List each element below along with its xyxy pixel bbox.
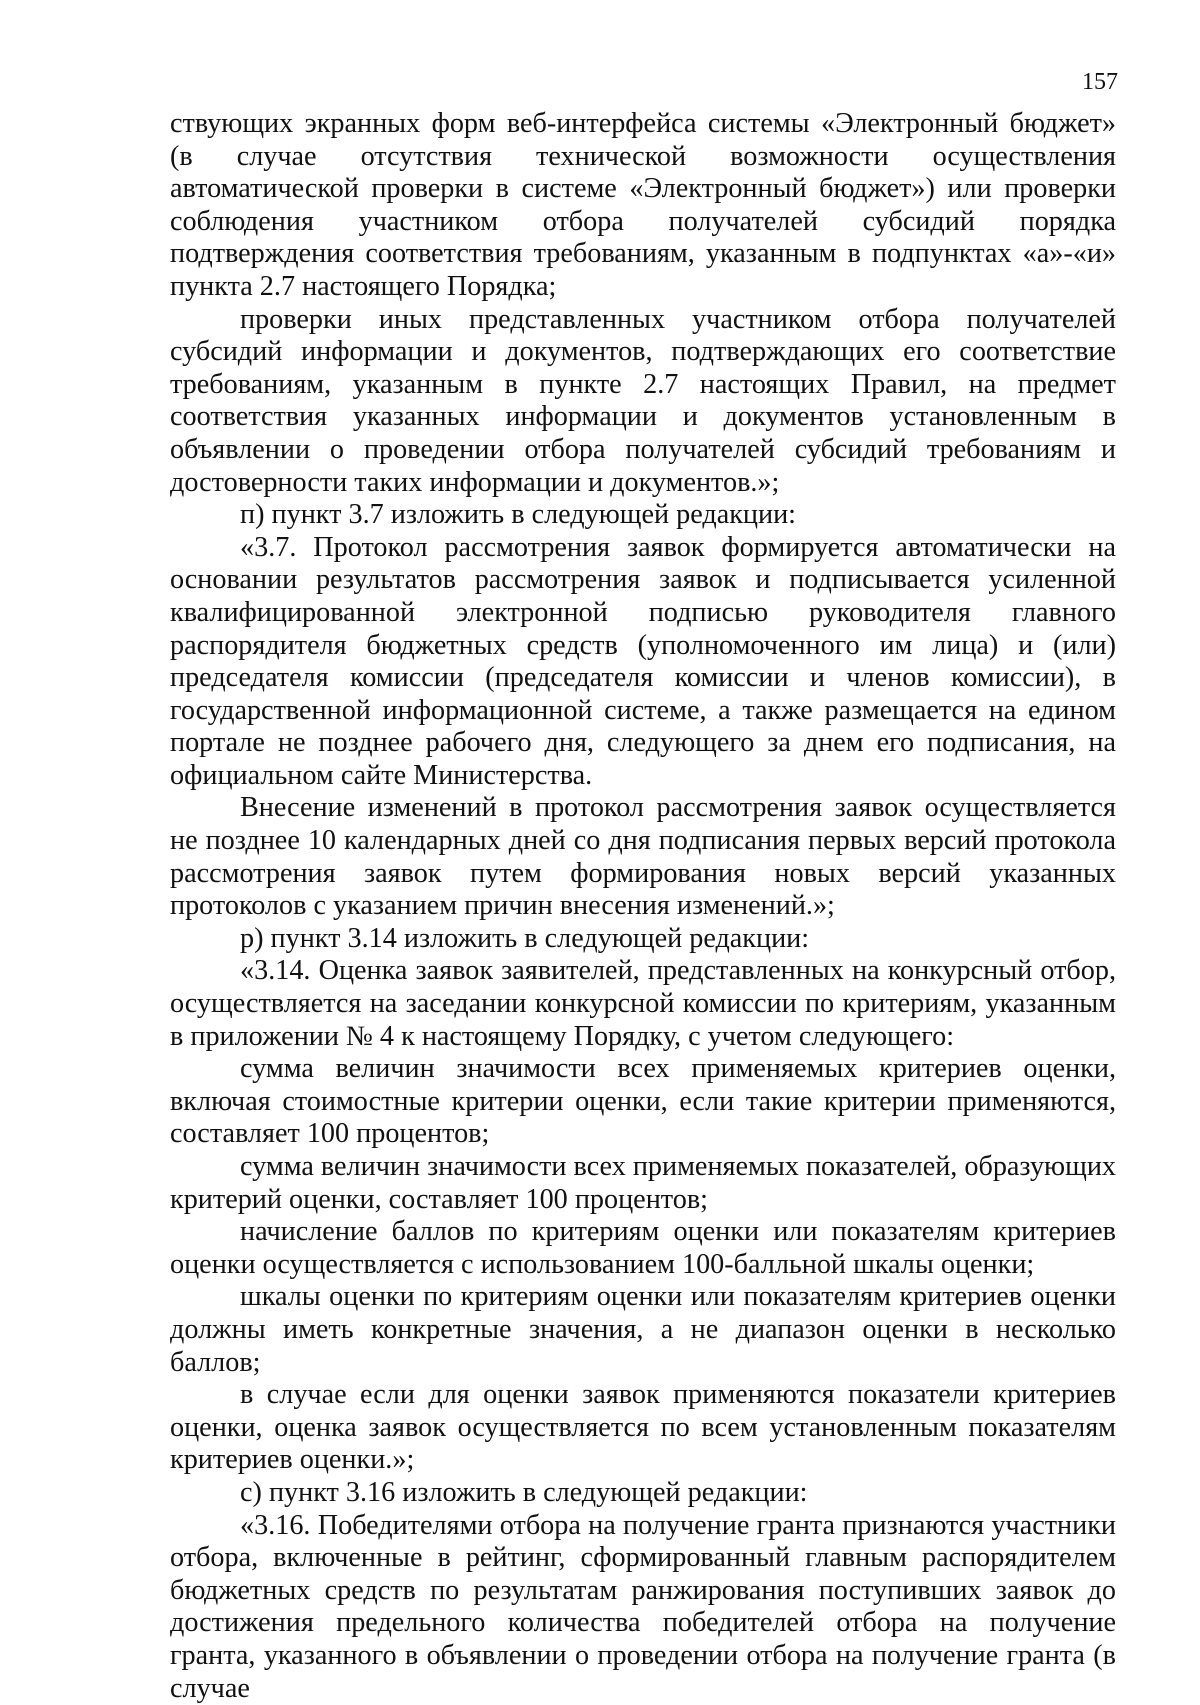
paragraph: шкалы оценки по критериям оценки или показателям критериев оценки должны иметь конкретные значения, а не диапазон оценки в несколько баллов; — [170, 1281, 1116, 1378]
paragraph: проверки иных представленных участником отбора получателей субсидий информации и документов, подтверждающих его соответствие требованиям, указанным в пункте 2.7 настоящих Правил, на предмет соответствия указанных информации и документов установленным в объявлении о проведении отбора получателей субсидий требованиям и достоверности таких информации и документов.»; — [170, 303, 1116, 498]
paragraph-amendment-p: п) пункт 3.7 изложить в следующей редакции: — [240, 499, 796, 531]
paragraph-continuation: ствующих экранных форм веб-интерфейса системы «Электронный бюджет» (в случае отсутствия технической возможности осуществления автоматической проверки в системе «Электронный бюджет») или проверки соблюдения участником отбора получателей субсидий порядка подтверждения соответствия требованиям, указанным в подпунктах «а»-«и» пункта 2.7 настоящего Порядка; — [170, 108, 1116, 302]
paragraph: «3.16. Победителями отбора на получение гранта признаются участники отбора, включенные в рейтинг, сформированный главным распорядителем бюджетных средств по результатам ранжирования поступивших заявок до достижения предельного количества победителей отбора на получение гранта, указанного в объявлении о проведении отбора на получение гранта (в случае — [170, 1509, 1116, 1704]
paragraph: начисление баллов по критериям оценки или показателям критериев оценки осуществляется с использованием 100-балльной шкалы оценки; — [170, 1216, 1116, 1280]
paragraph: сумма величин значимости всех применяемых критериев оценки, включая стоимостные критерии оценки, если такие критерии применяются, составляет 100 процентов; — [170, 1053, 1116, 1150]
page-number: 157 — [1082, 69, 1118, 95]
paragraph: Внесение изменений в протокол рассмотрения заявок осуществляется не позднее 10 календарных дней со дня подписания первых версий протокола рассмотрения заявок путем формирования новых версий указанных протоколов с указанием причин внесения изменений.»; — [170, 792, 1116, 922]
paragraph: «3.7. Протокол рассмотрения заявок формируется автоматически на основании результатов рассмотрения заявок и подписывается усиленной квалифицированной электронной подписью руководителя главного распорядителя бюджетных средств (уполномоченного им лица) и (или) председателя комиссии (председателя комиссии и членов комиссии), в государственной информационной системе, а также размещается на едином портале не позднее рабочего дня, следующего за днем его подписания, на официальном сайте Министерства. — [170, 531, 1116, 791]
paragraph-amendment-s: с) пункт 3.16 изложить в следующей редакции: — [240, 1476, 808, 1508]
paragraph: сумма величин значимости всех применяемых показателей, образующих критерий оценки, составляет 100 процентов; — [170, 1151, 1116, 1215]
document-body — [170, 108, 1116, 1705]
paragraph: «3.14. Оценка заявок заявителей, представленных на конкурсный отбор, осуществляется на заседании конкурсной комиссии по критериям, указанным в приложении № 4 к настоящему Порядку, с учетом следующего: — [170, 955, 1116, 1052]
paragraph: в случае если для оценки заявок применяются показатели критериев оценки, оценка заявок осуществляется по всем установленным показателям критериев оценки.»; — [170, 1379, 1116, 1476]
paragraph-amendment-r: р) пункт 3.14 изложить в следующей редакции: — [240, 922, 810, 954]
